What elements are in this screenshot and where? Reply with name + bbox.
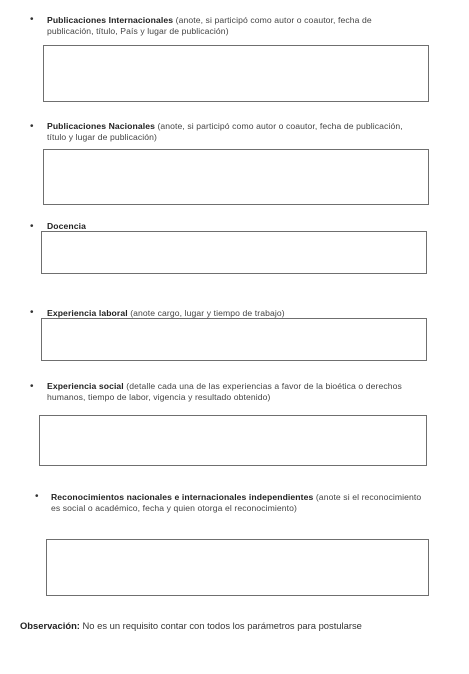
observation-text: No es un requisito contar con todos los parámetros para postularse [79, 620, 362, 631]
publicaciones-internacionales-field[interactable] [43, 45, 429, 102]
section-note: (anote, si participó como autor o coautor, fecha de publicación, título, País y lugar de publicación) [47, 15, 372, 36]
publicaciones-nacionales-field[interactable] [43, 149, 429, 205]
bullet: • [30, 121, 34, 132]
section-title: Publicaciones Nacionales [47, 121, 155, 131]
bullet: • [30, 221, 34, 232]
section-heading-reconocimientos [51, 492, 427, 513]
observation-note [20, 619, 440, 633]
section-title: Reconocimientos nacionales e internacionales independientes [51, 492, 314, 502]
section-title: Publicaciones Internacionales [47, 15, 174, 25]
section-heading-publicaciones-internacionales [47, 15, 397, 36]
bullet: • [35, 491, 39, 502]
experiencia-laboral-field[interactable] [41, 318, 427, 361]
section-note: (anote cargo, lugar y tiempo de trabajo) [127, 308, 285, 318]
section-note: (anote, si participó como autor o coautor, fecha de publicación, título y lugar de publicación) [47, 121, 403, 142]
section-title: Experiencia social [47, 381, 124, 391]
section-title: Experiencia laboral [47, 308, 128, 318]
section-note: (detalle cada una de las experiencias a favor de la bioética o derechos humanos, tiempo de labor, vigencia y resultado obtenido) [47, 381, 402, 402]
section-heading-publicaciones-nacionales [47, 121, 422, 142]
observation-lead: Observación: [20, 620, 80, 631]
bullet: • [30, 307, 34, 318]
section-heading-experiencia-social [47, 381, 427, 402]
bullet: • [30, 381, 34, 392]
docencia-field[interactable] [41, 231, 427, 274]
section-note: (anote si el reconocimiento es social o académico, fecha y quien otorga el reconocimiento) [51, 492, 422, 513]
section-title: Docencia [47, 221, 87, 231]
experiencia-social-field[interactable] [39, 415, 427, 466]
reconocimientos-field[interactable] [46, 539, 429, 596]
section-heading-docencia [47, 221, 417, 232]
section-heading-experiencia-laboral [47, 308, 417, 319]
bullet: • [30, 14, 34, 25]
